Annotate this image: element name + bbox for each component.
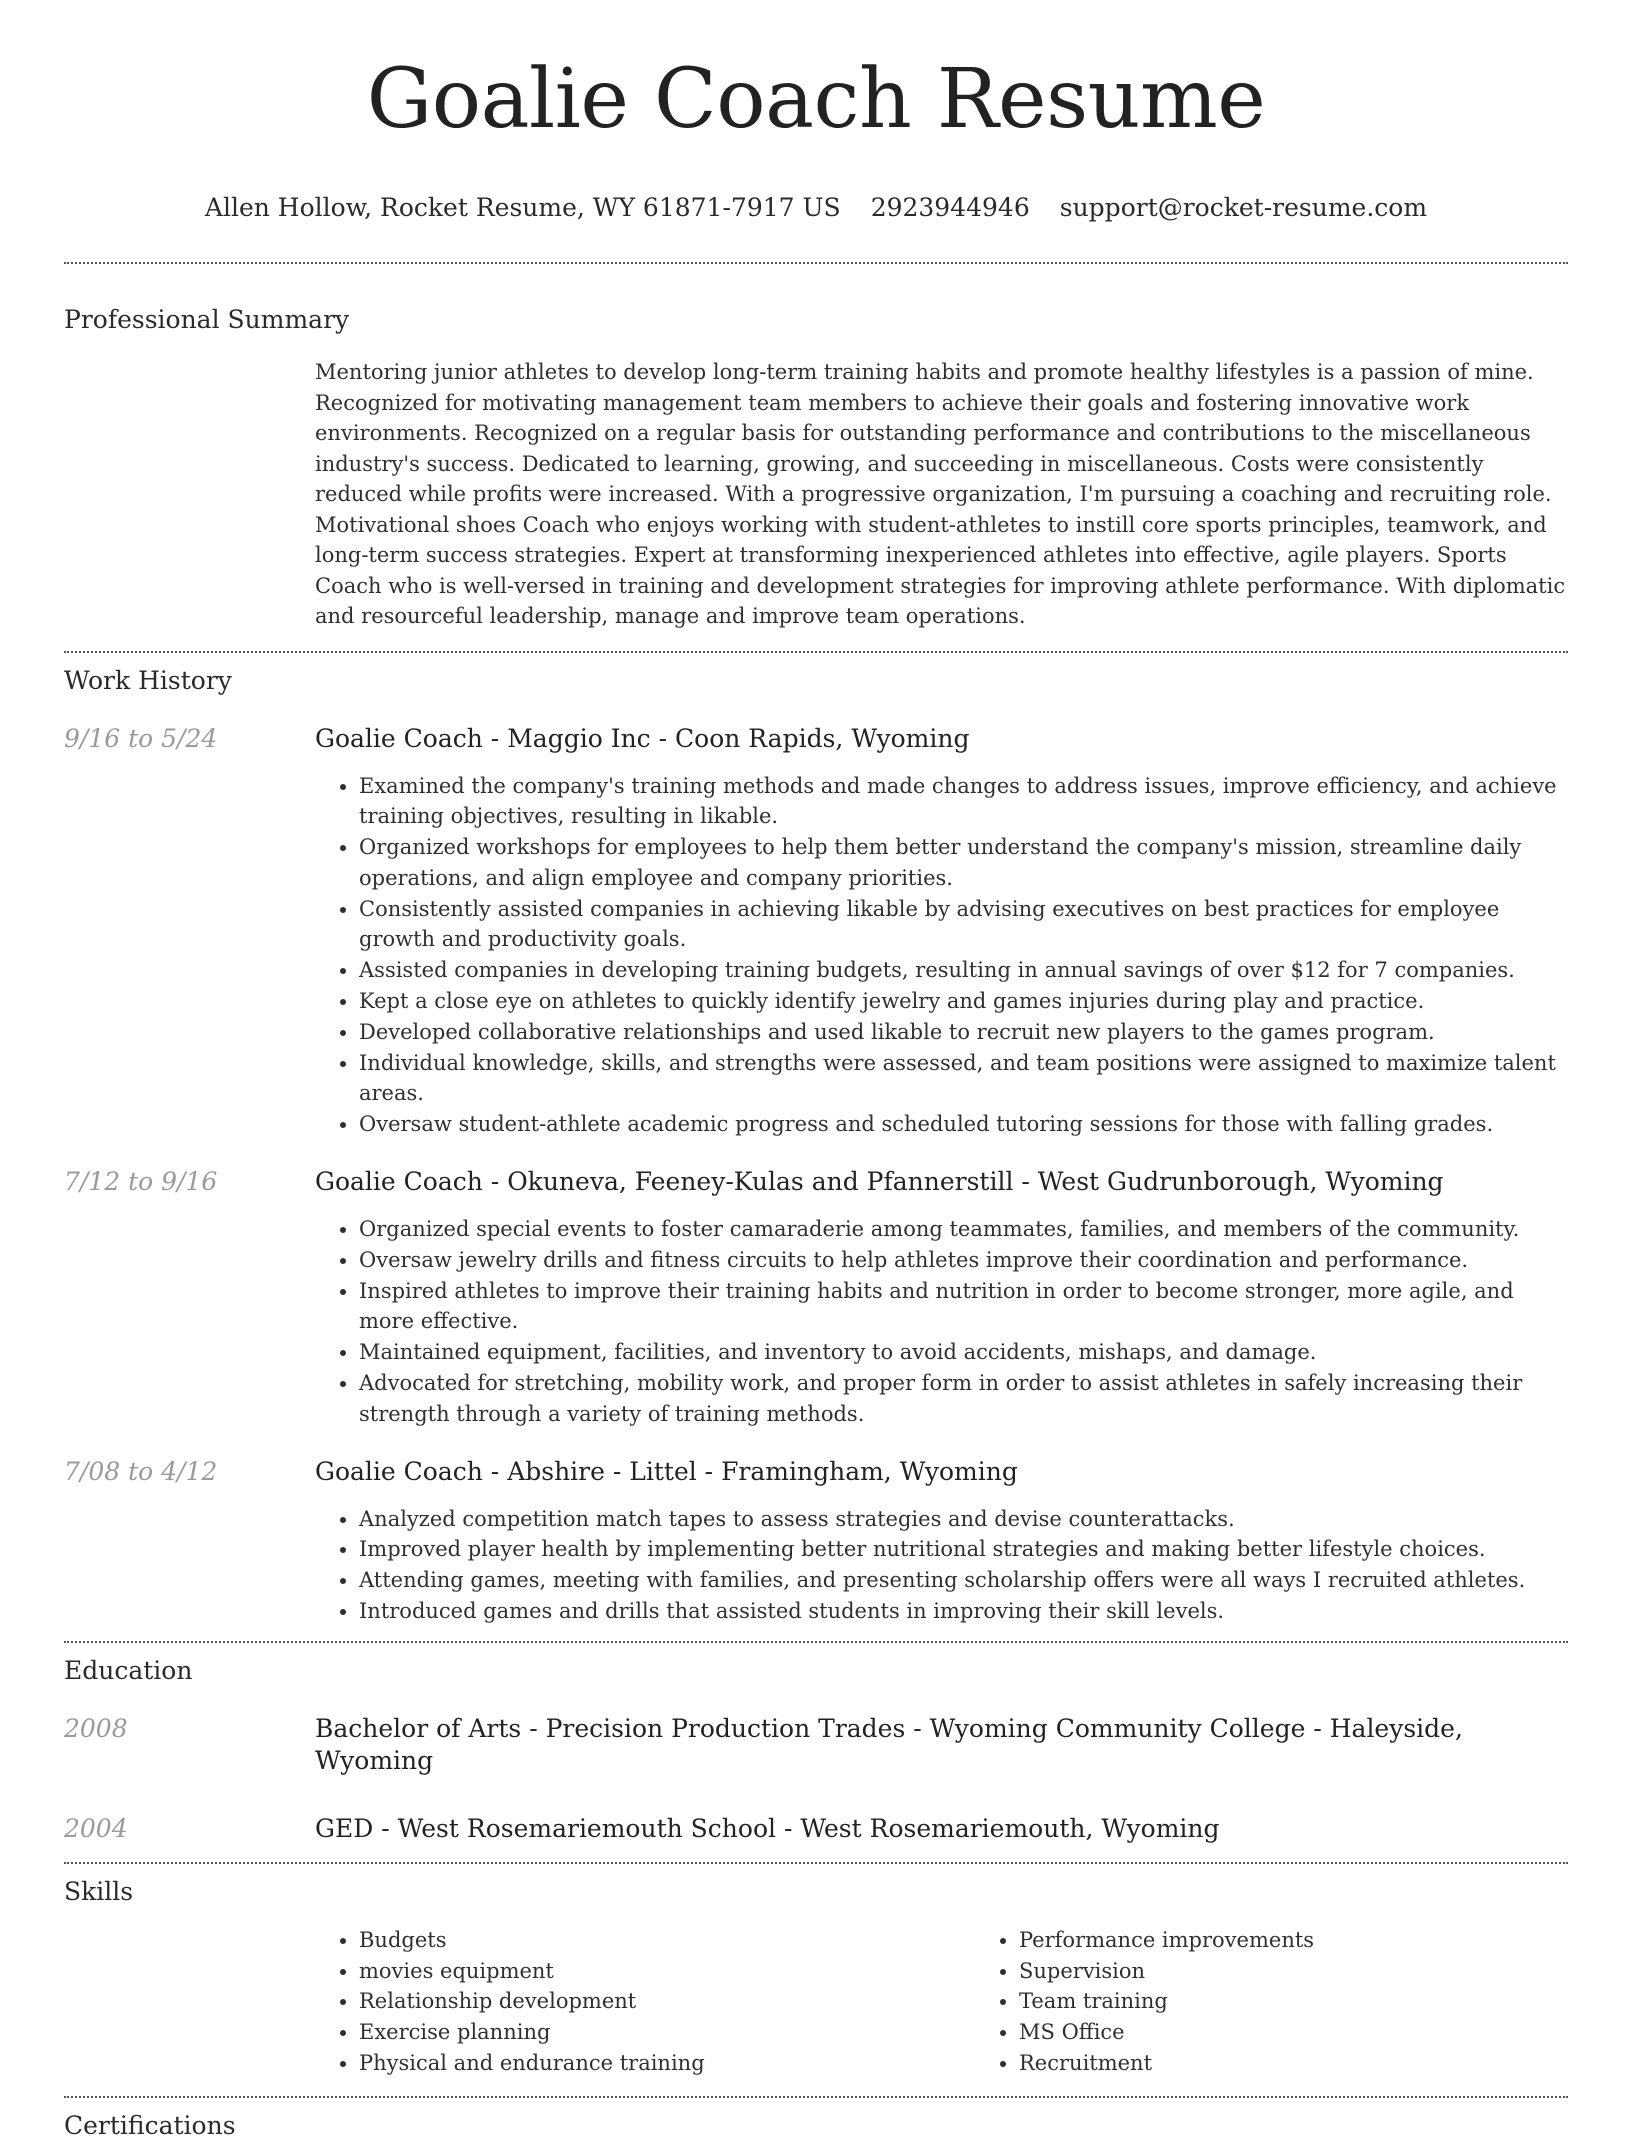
summary-row <box>64 357 1568 632</box>
page-title: Goalie Coach Resume <box>366 52 1266 147</box>
job-bullet: • Consistently assisted companies in achieving likable by advising executives on best practices for employee growth and productivity goals. <box>359 894 1568 956</box>
job-details <box>315 1166 1568 1430</box>
job-title: Goalie Coach - Maggio Inc - Coon Rapids, Wyoming <box>315 723 970 753</box>
job-bullet: • Inspired athletes to improve their training habits and nutrition in order to become stronger, more agile, and more effective. <box>359 1276 1568 1338</box>
job-bullets <box>315 771 1568 1141</box>
section-heading-education: Education <box>64 1655 193 1685</box>
job-bullet: • Assisted companies in developing training budgets, resulting in annual savings of over $12 for 7 companies. <box>359 955 1568 986</box>
job-bullets <box>315 1504 1568 1627</box>
skill-item: • Recruitment <box>1019 2048 1632 2079</box>
job-bullet: • Attending games, meeting with families, and presenting scholarship offers were all ways I recruited athletes. <box>359 1565 1568 1596</box>
job-dates: 7/12 to 9/16 <box>64 1167 218 1197</box>
divider <box>64 1862 1568 1864</box>
job-bullet: • Developed collaborative relationships and used likable to recruit new players to the games program. <box>359 1017 1568 1048</box>
summary-spacer <box>64 357 315 632</box>
job-dates: 9/16 to 5/24 <box>64 723 218 753</box>
job-bullet: • Advocated for stretching, mobility work, and proper form in order to assist athletes in safely increasing their strength through a variety of training methods. <box>359 1368 1568 1430</box>
skill-item: • Team training <box>1019 1986 1632 2017</box>
summary-text: Mentoring junior athletes to develop long-term training habits and promote healthy lifestyles is a passion of mine. Recognized for motivating management team members to achieve their goals and fostering innovative work environments. Recognized on a regular basis for outstanding performance and contributions to the miscellaneous industry's success. Dedicated to learning, growing, and succeeding in miscellaneous. Costs were consistently reduced while profits were increased. With a progressive organization, I'm pursuing a coaching and recruiting role. Motivational shoes Coach who enjoys working with student-athletes to instill core sports principles, teamwork, and long-term success strategies. Expert at transforming inexperienced athletes into effective, agile players. Sports Coach who is well-versed in training and development strategies for improving athlete performance. With diplomatic and resourceful leadership, manage and improve team operations. <box>315 360 1566 628</box>
skill-item: • Performance improvements <box>1019 1925 1632 1956</box>
contact-address: Allen Hollow, Rocket Resume, WY 61871-7917 US <box>204 193 841 222</box>
skill-item: • movies equipment <box>359 1956 975 1987</box>
education-entry <box>64 1713 1568 1777</box>
job-dates: 7/08 to 4/12 <box>64 1456 218 1486</box>
job-bullet: • Maintained equipment, facilities, and inventory to avoid accidents, mishaps, and damage. <box>359 1337 1568 1368</box>
job-bullet: • Oversaw jewelry drills and fitness circuits to help athletes improve their coordination and performance. <box>359 1245 1568 1276</box>
skill-item: • Supervision <box>1019 1956 1632 1987</box>
job-bullet: • Examined the company's training methods and made changes to address issues, improve efficiency, and achieve training objectives, resulting in likable. <box>359 771 1568 833</box>
job-title: Goalie Coach - Abshire - Littel - Framingham, Wyoming <box>315 1456 1018 1486</box>
job-bullet: • Introduced games and drills that assisted students in improving their skill levels. <box>359 1596 1568 1627</box>
job-details <box>315 1456 1568 1627</box>
skill-item: • Relationship development <box>359 1986 975 2017</box>
contact-line <box>64 192 1568 224</box>
divider <box>64 262 1568 264</box>
education-entry <box>64 1813 1568 1845</box>
job-bullet: • Kept a close eye on athletes to quickly identify jewelry and games injuries during play and practice. <box>359 986 1568 1017</box>
job-bullet: • Organized workshops for employees to help them better understand the company's mission, streamline daily operations, and align employee and company priorities. <box>359 832 1568 894</box>
section-heading-skills: Skills <box>64 1876 134 1906</box>
skill-item: • Exercise planning <box>359 2017 975 2048</box>
skills-list-right <box>975 1925 1632 2079</box>
education-detail: Bachelor of Arts - Precision Production Trades - Wyoming Community College - Haleyside, Wyoming <box>315 1713 1463 1775</box>
job-title: Goalie Coach - Okuneva, Feeney-Kulas and Pfannerstill - West Gudrunborough, Wyoming <box>315 1167 1444 1197</box>
divider <box>64 1641 1568 1643</box>
skills-grid <box>315 1925 1632 2079</box>
education-year: 2004 <box>64 1813 128 1843</box>
job-entry <box>64 723 1568 1141</box>
job-bullet: • Oversaw student-athlete academic progress and scheduled tutoring sessions for those with falling grades. <box>359 1109 1568 1140</box>
education-detail: GED - West Rosemariemouth School - West Rosemariemouth, Wyoming <box>315 1813 1220 1843</box>
section-heading-summary: Professional Summary <box>64 305 350 334</box>
job-bullet: • Analyzed competition match tapes to assess strategies and devise counterattacks. <box>359 1504 1568 1535</box>
skills-list-left <box>315 1925 975 2079</box>
divider <box>64 651 1568 653</box>
job-entry <box>64 1166 1568 1430</box>
skill-item: • Budgets <box>359 1925 975 1956</box>
skill-item: • Physical and endurance training <box>359 2048 975 2079</box>
contact-phone: 2923944946 <box>870 193 1030 222</box>
skill-item: • MS Office <box>1019 2017 1632 2048</box>
contact-email: support@rocket-resume.com <box>1059 193 1428 222</box>
divider <box>64 2096 1568 2098</box>
section-heading-work: Work History <box>64 665 232 695</box>
job-details <box>315 723 1568 1141</box>
job-bullets <box>315 1214 1568 1430</box>
education-year: 2008 <box>64 1713 128 1743</box>
job-entry <box>64 1456 1568 1627</box>
job-bullet: • Individual knowledge, skills, and strengths were assessed, and team positions were assigned to maximize talent areas. <box>359 1048 1568 1110</box>
job-bullet: • Organized special events to foster camaraderie among teammates, families, and members of the community. <box>359 1214 1568 1245</box>
job-bullet: • Improved player health by implementing better nutritional strategies and making better lifestyle choices. <box>359 1534 1568 1565</box>
section-heading-certifications: Certifications <box>64 2110 236 2140</box>
skills-row <box>64 1925 1568 2079</box>
skills-spacer <box>64 1925 315 2079</box>
